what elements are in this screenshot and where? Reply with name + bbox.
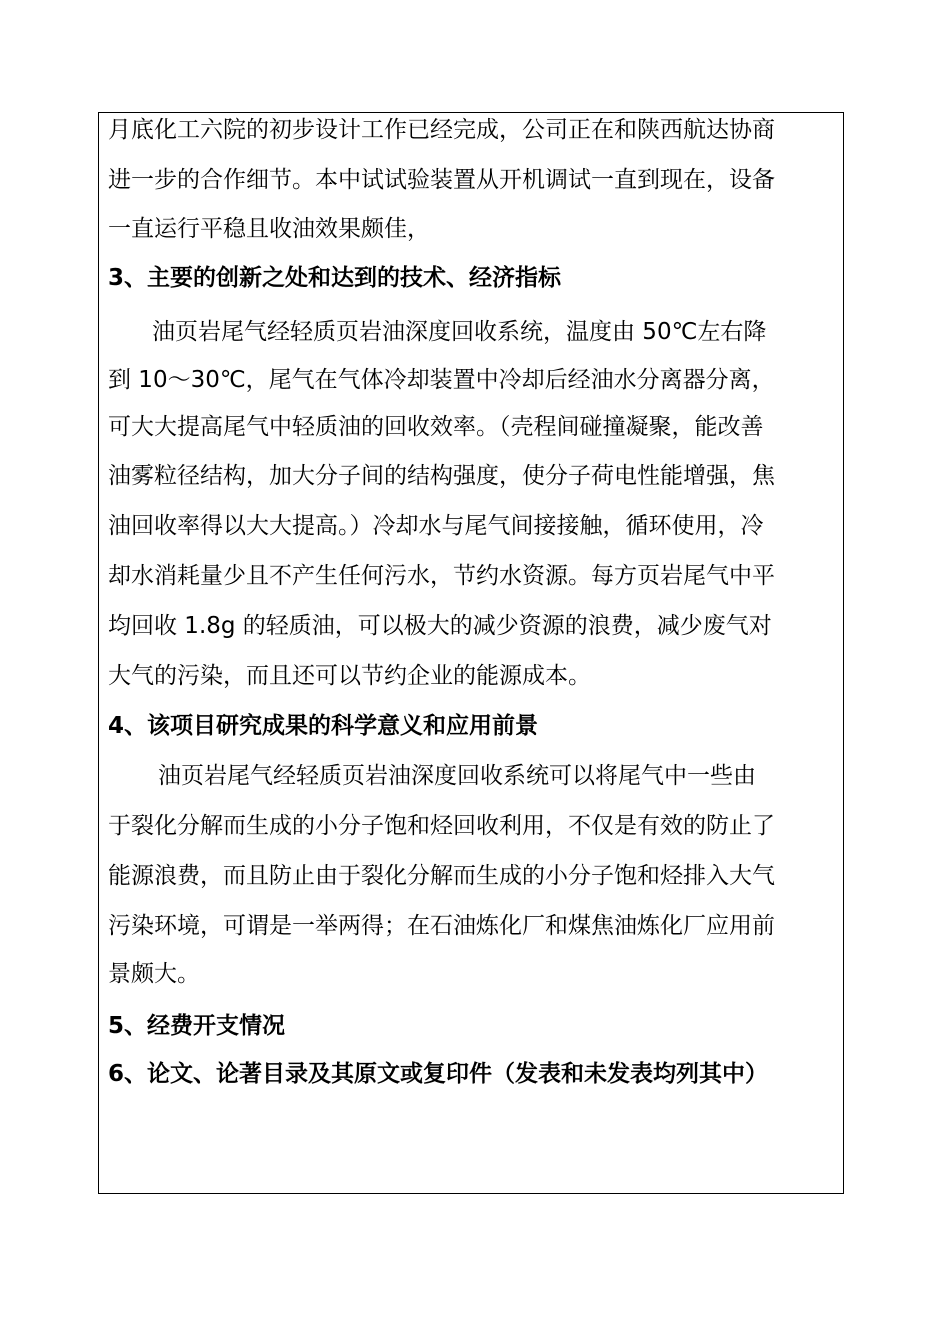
section-heading-6: 6、论文、论著目录及其原文或复印件（发表和未发表均列其中） — [108, 1061, 769, 1087]
body-text-line: 进一步的合作细节。本中试试验装置从开机调试一直到现在，设备 — [108, 167, 775, 193]
body-text-line: 景颇大。 — [108, 961, 200, 987]
body-text-line: 油回收率得以大大提高。）冷却水与尾气间接接触，循环使用，冷 — [108, 513, 764, 539]
body-text-line: 可大大提高尾气中轻质油的回收效率。（壳程间碰撞凝聚，能改善 — [108, 414, 764, 440]
body-text-line: 到 10～30℃，尾气在气体冷却装置中冷却后经油水分离器分离， — [108, 367, 775, 393]
body-text-line: 一直运行平稳且收油效果颇佳， — [108, 216, 430, 242]
body-text-line: 污染环境，可谓是一举两得；在石油炼化厂和煤焦油炼化厂应用前 — [108, 913, 775, 939]
body-text-line: 大气的污染，而且还可以节约企业的能源成本。 — [108, 663, 591, 689]
section-heading-3: 3、主要的创新之处和达到的技术、经济指标 — [108, 265, 562, 291]
body-text-line: 于裂化分解而生成的小分子饱和烃回收利用，不仅是有效的防止了 — [108, 813, 775, 839]
body-text-line: 却水消耗量少且不产生任何污水，节约水资源。每方页岩尾气中平 — [108, 563, 775, 589]
section-heading-4: 4、该项目研究成果的科学意义和应用前景 — [108, 713, 539, 739]
body-text-line: 油页岩尾气经轻质页岩油深度回收系统可以将尾气中一些由 — [158, 763, 756, 789]
body-text-line: 月底化工六院的初步设计工作已经完成，公司正在和陕西航达协商 — [108, 117, 775, 143]
body-text-line: 油页岩尾气经轻质页岩油深度回收系统，温度由 50℃左右降 — [152, 319, 767, 345]
body-text-line: 能源浪费，而且防止由于裂化分解而生成的小分子饱和烃排入大气 — [108, 863, 775, 889]
section-heading-5: 5、经费开支情况 — [108, 1013, 286, 1039]
body-text-line: 均回收 1.8g 的轻质油，可以极大的减少资源的浪费，减少废气对 — [108, 613, 772, 639]
body-text-line: 油雾粒径结构，加大分子间的结构强度，使分子荷电性能增强，焦 — [108, 463, 775, 489]
